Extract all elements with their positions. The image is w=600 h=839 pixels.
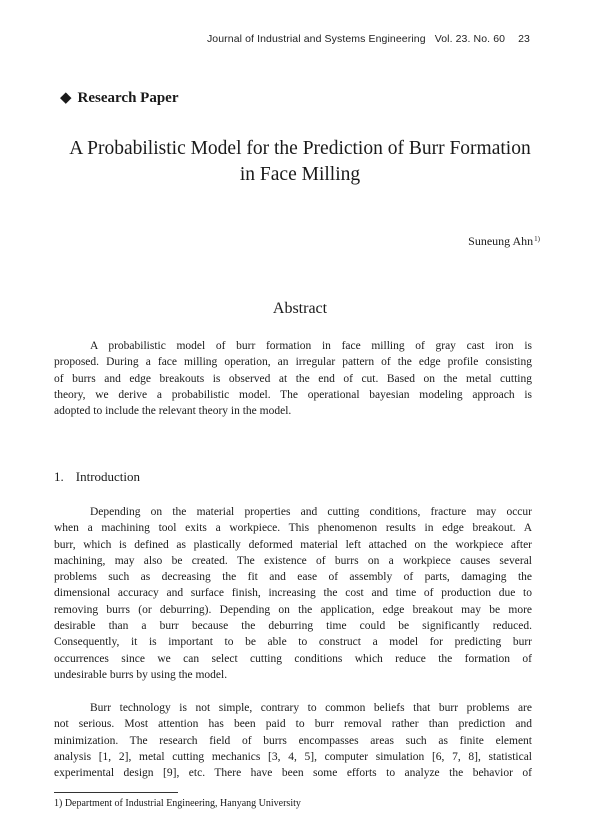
- paragraph-line: occurrences since we can select cutting conditions which reduce the formation of: [54, 652, 532, 665]
- abstract-line: adopted to include the relevant theory in the model.: [54, 405, 292, 418]
- abstract-line: of burrs and edge breakouts is observed at the end of cut. Based on the metal cutting: [54, 372, 532, 385]
- abstract-line: proposed. During a face milling operation, an irregular pattern of the edge profile consisting: [54, 356, 532, 369]
- author-name: Suneung Ahn: [468, 234, 534, 248]
- paragraph-line: analysis [1, 2], metal cutting mechanics [3, 4, 5], computer simulation [6, 7, 8], statistical: [54, 750, 532, 763]
- diamond-icon: ◆: [60, 90, 72, 106]
- abstract-line: A probabilistic model of burr formation in face milling of gray cast iron is: [90, 340, 532, 352]
- author-footnote-mark: 1): [534, 235, 540, 243]
- abstract-heading: Abstract: [272, 300, 328, 317]
- abstract-text: [54, 338, 532, 419]
- paragraph-line: machining, may also be created. The existence of burrs on a workpiece causes several: [54, 554, 532, 567]
- paragraph-line: experimental design [9], etc. There have been some efforts to analyze the behavior of: [54, 767, 532, 780]
- page-number: 23: [518, 33, 530, 45]
- abstract-line: theory, we derive a probabilistic model. The operational bayesian modeling approach is: [54, 388, 532, 401]
- paragraph-line: not serious. Most attention has been paid to burr removal rather than prediction and: [54, 718, 532, 731]
- section-label: [60, 88, 179, 107]
- paragraph-line: Consequently, it is important to be able to construct a model for predicting burr: [54, 636, 532, 649]
- title-line-2: in Face Milling: [239, 164, 361, 185]
- intro-paragraph-2: [54, 700, 532, 781]
- section-number: 1.: [54, 469, 64, 484]
- title-line-1: A Probabilistic Model for the Prediction of Burr Formation: [69, 138, 531, 159]
- running-header: [207, 33, 530, 45]
- section-title: Introduction: [75, 469, 141, 484]
- intro-paragraph-1: [54, 504, 532, 683]
- footnote-divider: [54, 792, 178, 793]
- paragraph-line: Burr technology is not simple, contrary to common beliefs that burr problems are: [90, 702, 532, 714]
- paragraph-line: removing burrs (or deburring). Depending on the application, edge breakout may be more: [54, 603, 532, 616]
- paragraph-line: desirable than a burr because the deburring time could be significantly reduced.: [54, 620, 532, 633]
- paragraph-line: when a machining tool exits a workpiece. This phenomenon results in edge breakout. A: [54, 522, 532, 535]
- paragraph-line: undesirable burrs by using the model.: [54, 668, 228, 681]
- paragraph-line: Depending on the material properties and cutting conditions, fracture may occur: [90, 506, 532, 518]
- paragraph-line: problems such as decreasing the fit and ease of assembly of parts, damaging the: [54, 571, 532, 584]
- paragraph-line: minimization. The research field of burrs encompasses areas such as finite element: [54, 734, 532, 747]
- volume-issue: Vol. 23. No. 60: [434, 33, 506, 45]
- paper-title: [40, 136, 560, 188]
- author: [468, 234, 540, 249]
- section-heading-introduction: [54, 469, 140, 485]
- footnote: 1) Department of Industrial Engineering, Hanyang University: [54, 798, 301, 809]
- paragraph-line: burr, which is defined as plastically deformed material left attached on the workpiece after: [54, 538, 532, 551]
- section-label-text: Research Paper: [77, 90, 179, 106]
- paragraph-line: dimensional accuracy and surface finish, increasing the cost and time of production due to: [54, 587, 532, 600]
- journal-name: Journal of Industrial and Systems Engineering: [206, 33, 426, 45]
